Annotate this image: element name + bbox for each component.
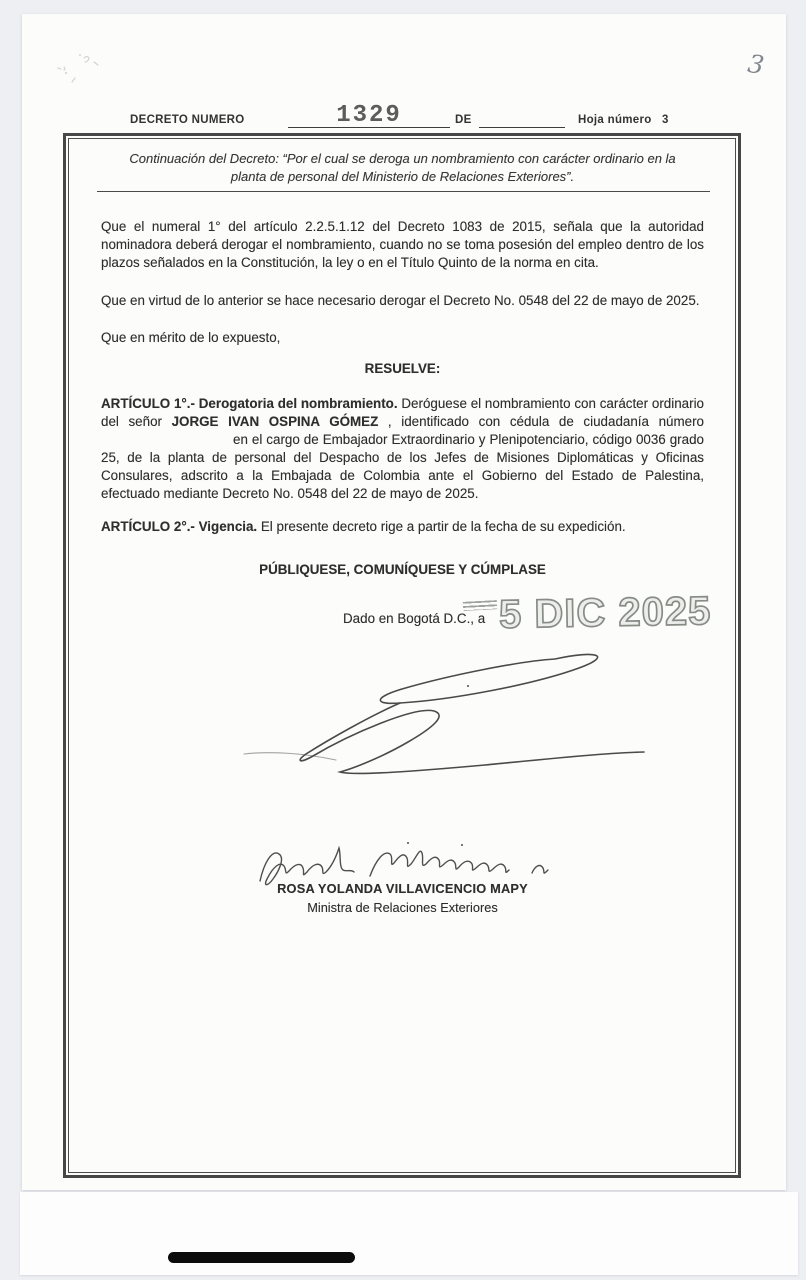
president-signature-area (101, 648, 704, 791)
redaction-bar (168, 1252, 355, 1263)
continuation-subtitle: Continuación del Decreto: “Por el cual se deroga un nombramiento con carácter ordinario en la planta de personal del Ministerio de Relaciones Exteriores”. (129, 151, 676, 184)
pencil-page-number: 3 (745, 48, 767, 81)
decree-header-row (22, 102, 786, 132)
decree-content (101, 136, 712, 917)
resuelve-heading: RESUELVE: (364, 361, 441, 376)
publiquese-line: PÚBLIQUESE, COMUNÍQUESE Y CÚMPLASE (259, 562, 546, 577)
de-label: DE (455, 114, 472, 126)
subtitle-rule (97, 191, 710, 192)
recital-paragraph-2: Que en virtud de lo anterior se hace necesario derogar el Decreto No. 0548 del 22 de mayo de 2025. (101, 293, 700, 308)
document-page (22, 14, 786, 1190)
recital-paragraph-3: Que en mérito de lo expuesto, (101, 330, 281, 345)
hoja-numero-label: Hoja número (578, 114, 652, 126)
decreto-numero-label: DECRETO NUMERO (130, 114, 245, 126)
article-1-paragraph: ARTÍCULO 1°.- Derogatoria del nombramiento. Deróguese el nombramiento con carácter ordinario del señor JORGE IVAN OSPINA GÓMEZ , identificado con cédula de ciudadanía número en el cargo de Embajador Extraordinario y Plenipotenciario, código 0036 grado 25, de la planta de personal del Despacho de los Jefes de Misiones Diplomáticas y Oficinas Consulares, adscrito a la Embajada de Colombia ante el Gobierno del Estado de Palestina, efectuado mediante Decreto No. 0548 del 22 de mayo de 2025. (101, 396, 704, 501)
article-2-paragraph: ARTÍCULO 2°.- Vigencia. El presente decreto rige a partir de la fecha de su expedición. (101, 519, 626, 534)
hoja-number-value: 3 (662, 114, 669, 126)
year-underline (479, 127, 565, 128)
issued-at-label: Dado en Bogotá D.C., a (343, 611, 486, 627)
decree-number-stamp: 1329 (336, 102, 402, 129)
recital-paragraph-1: Que el numeral 1° del artículo 2.2.5.1.12 del Decreto 1083 de 2015, señala que la autoridad nominadora deberá derogar el nombramiento, cuando no se toma posesión del empleo dentro de los plazos señalados en la Constitución, la ley o en el Título Quinto de la norma en cita. (101, 219, 704, 270)
bottom-page-strip (20, 1192, 798, 1275)
minister-title: Ministra de Relaciones Exteriores (307, 900, 498, 916)
decree-border-frame (63, 133, 741, 1178)
issued-line-row (101, 589, 712, 648)
president-signature (223, 648, 653, 791)
pencil-smudge-marks (50, 46, 140, 96)
stamp-smudge-icon (463, 601, 497, 612)
minister-name: ROSA YOLANDA VILLAVICENCIO MAPY (277, 881, 528, 897)
minister-signature-block (101, 839, 704, 917)
date-stamp: 5 DIC 2025 (498, 589, 712, 638)
